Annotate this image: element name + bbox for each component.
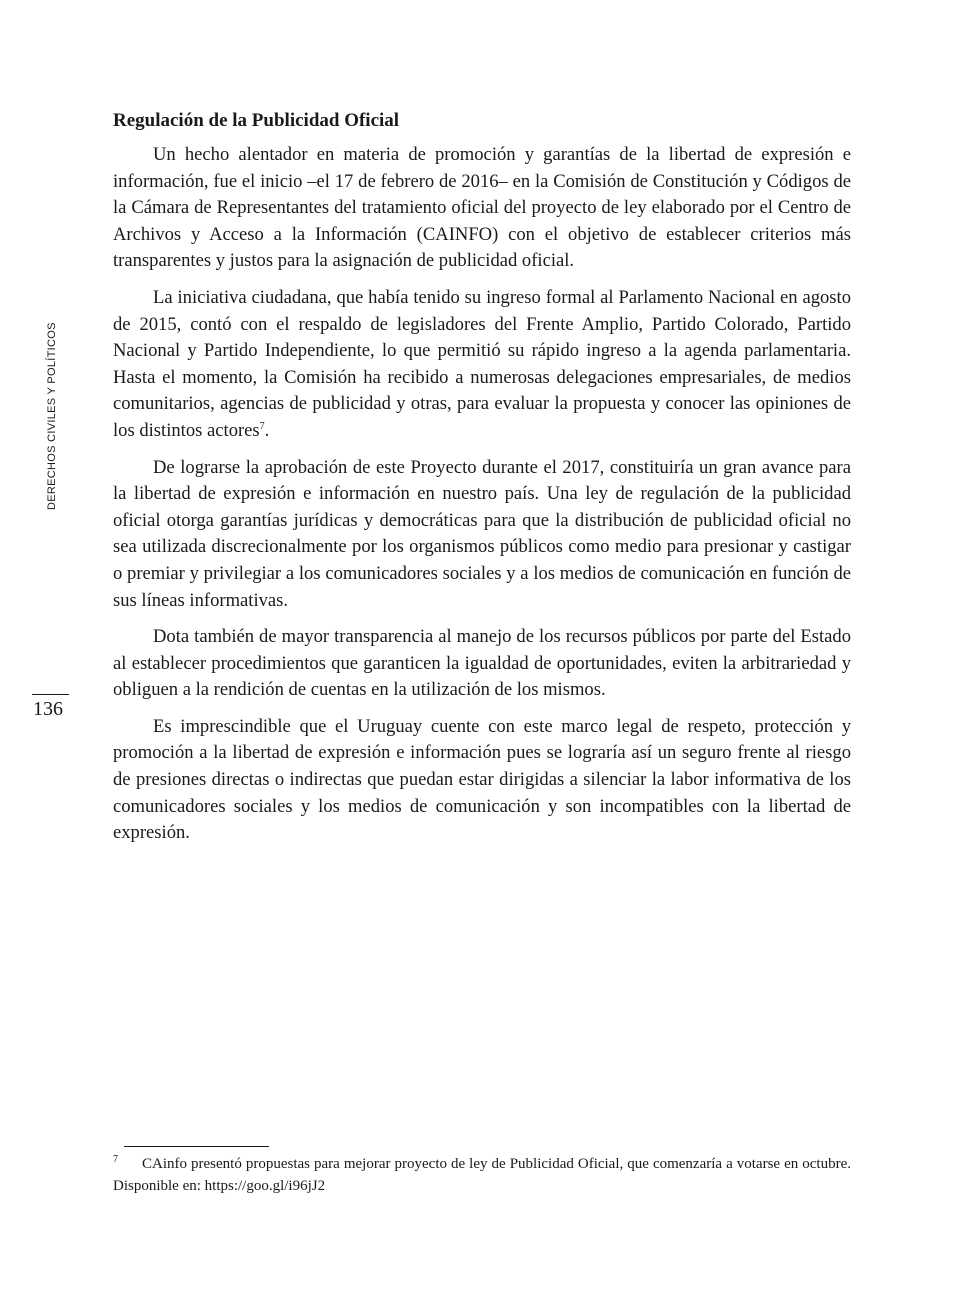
footnote-reference: 7 (259, 420, 265, 432)
section-heading: Regulación de la Publicidad Oficial (113, 110, 400, 131)
paragraph-2-tail: . (264, 419, 270, 441)
main-text-column (113, 108, 851, 857)
paragraph-5 (113, 714, 851, 847)
paragraph-4-text: Dota también de mayor transparencia al manejo de los recursos públicos por parte del Estado al establecer procedimientos que garanticen la igualdad de oportunidades, eviten la arbitrariedad y obliguen a la rendición de cuentas en la utilización de los mismos. (113, 626, 851, 701)
paragraph-2-text: La iniciativa ciudadana, que había tenido su ingreso formal al Parlamento Nacional en agosto de 2015, contó con el respaldo de legisladores del Frente Amplio, Partido Colorado, Partido Nacional y Partido Independiente, lo que permitió su rápido ingreso a la agenda parlamentaria. Hasta el momento, la Comisión ha recibido a numerosas delegaciones empresariales, de medios comunitarios, agencias de publicidad y otras, para evaluar la propuesta y conocer las opiniones de los distintos actores (113, 286, 851, 441)
footnote: 7 CAinfo presentó propuestas para mejorar proyecto de ley de Publicidad Oficial, que comenzaría a votarse en octubre. Disponible en: https://goo.gl/i96jJ2 (113, 1154, 851, 1194)
page-number-rule (32, 694, 69, 695)
paragraph-5-text: Es imprescindible que el Uruguay cuente con este marco legal de respeto, protección y promoción a la libertad de expresión e información pues se lograría así un seguro frente al riesgo de presiones directas o indirectas que puedan estar dirigidas a silenciar la labor informativa de los comunicadores sociales y los medios de comunicación y son incompatibles con la libertad de expresión. (113, 715, 851, 844)
paragraph-1-text: Un hecho alentador en materia de promoción y garantías de la libertad de expresión e información, fue el inicio –el 17 de febrero de 2016– en la Comisión de Constitución y Códigos de la Cámara de Representantes del tratamiento oficial del proyecto de ley elaborado por el Centro de Archivos y Acceso a la Información (CAINFO) con el objetivo de establecer criterios más transparentes y justos para la asignación de publicidad oficial. (113, 144, 851, 272)
paragraph-3 (113, 455, 851, 615)
paragraph-3-text: De lograrse la aprobación de este Proyecto durante el 2017, constituiría un gran avance para la libertad de expresión e información en nuestro país. Una ley de regulación de la publicidad oficial otorga garantías jurídicas y democráticas para que la distribución de publicidad oficial no sea utilizada discrecionalmente por los organismos públicos como medio para presionar y castigar o premiar y privilegiar a los comunicadores sociales y a los medios de comunicación en función de sus líneas informativas. (113, 456, 851, 611)
paragraph-1 (113, 142, 851, 275)
page-number: 136 (33, 698, 63, 720)
footnote-separator (124, 1146, 269, 1147)
running-section-label: DERECHOS CIVILES Y POLÍTICOS (46, 322, 58, 510)
footnote-text: CAinfo presentó propuestas para mejorar proyecto de ley de Publicidad Oficial, que comenzaría a votarse en octubre. Disponible en: https://goo.gl/i96jJ2 (113, 1156, 851, 1194)
paragraph-4 (113, 624, 851, 704)
paragraph-2 (113, 285, 851, 445)
